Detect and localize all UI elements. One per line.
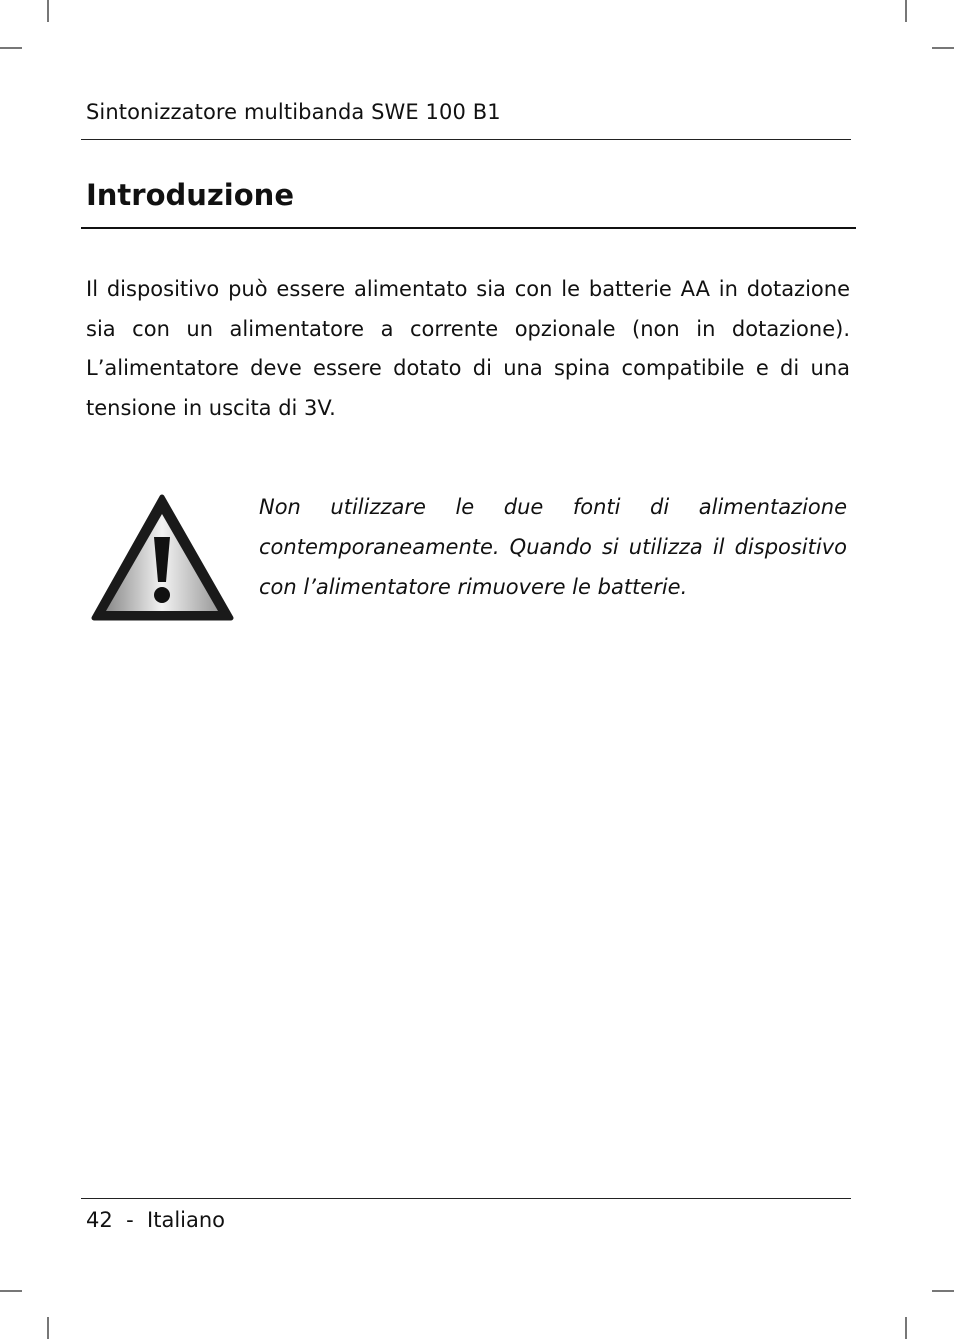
crop-mark-bottom-left-h	[0, 1290, 22, 1292]
warning-triangle-icon	[90, 494, 235, 622]
footer-rule	[81, 1198, 851, 1199]
crop-mark-top-right-h	[932, 47, 954, 49]
crop-mark-top-left-h	[0, 47, 22, 49]
crop-mark-top-left	[47, 0, 49, 22]
warning-text: Non utilizzare le due fonti di alimentazione contemporaneamente. Quando si utilizza il dispositivo con l’alimentatore rimuovere le batterie.	[259, 495, 847, 599]
title-rule	[81, 227, 856, 229]
footer-separator: -	[126, 1208, 134, 1232]
crop-mark-bottom-right	[905, 1317, 907, 1339]
footer-language: Italiano	[147, 1208, 226, 1232]
intro-paragraph: Il dispositivo può essere alimentato sia con le batterie AA in dotazione sia con un alimentatore a corrente opzionale (non in dotazione). L’alimentatore deve essere dotato di una spina compatibile e di una tensione in uscita di 3V.	[86, 277, 850, 421]
header-rule	[81, 139, 851, 140]
crop-mark-bottom-right-h	[932, 1290, 954, 1292]
crop-mark-top-right	[905, 0, 907, 22]
crop-mark-bottom-left	[47, 1317, 49, 1339]
running-header: Sintonizzatore multibanda SWE 100 B1	[86, 100, 501, 124]
page-footer	[86, 1208, 225, 1232]
page-number: 42	[86, 1208, 113, 1232]
section-title: Introduzione	[86, 178, 294, 212]
